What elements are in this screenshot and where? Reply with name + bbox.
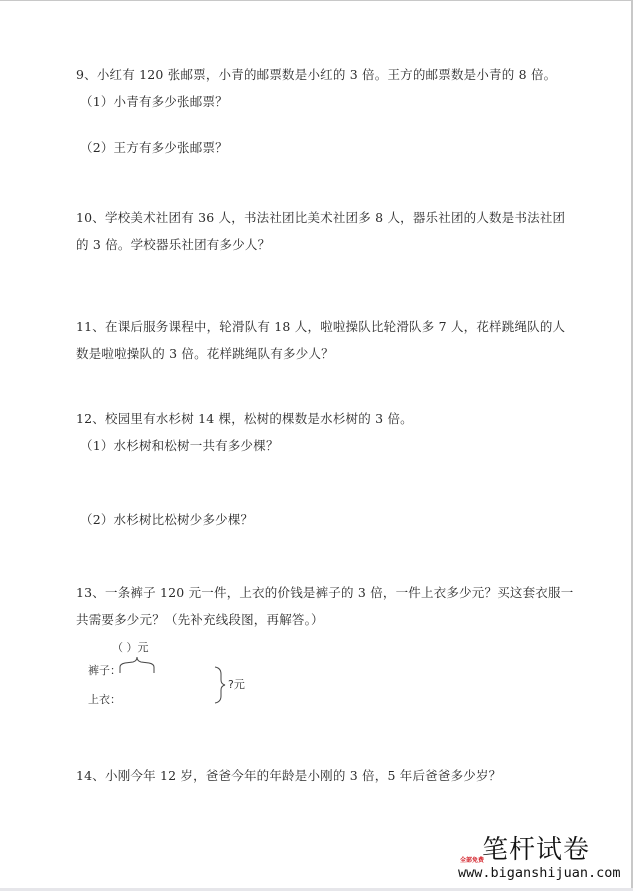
question-9-part-2: （2）王方有多少张邮票？ (80, 140, 228, 155)
watermark-badge: 全部免费 (460, 857, 485, 864)
diagram-top-label: （ ）元 (112, 641, 149, 654)
question-13-line-2: 共需要多少元？（先补充线段图，再解答。） (76, 612, 324, 627)
watermark-title: 笔杆试卷 (482, 835, 591, 865)
question-9-part-1: （1）小青有多少张邮票？ (80, 94, 228, 109)
question-9-text: 9、小红有 120 张邮票，小青的邮票数是小红的 3 倍。王方的邮票数是小青的 8 倍。 (76, 67, 557, 82)
diagram-pants-label: 裤子： (88, 664, 121, 677)
line-segment-diagram (70, 631, 270, 711)
question-11-line-2: 数是啦啦操队的 3 倍。花样跳绳队有多少人？ (76, 346, 334, 361)
question-12-text: 12、校园里有水杉树 14 棵，松树的棵数是水杉树的 3 倍。 (76, 411, 413, 426)
question-13-line-1: 13、一条裤子 120 元一件，上衣的价钱是裤子的 3 倍，一件上衣多少元？买这套衣服一 (76, 585, 574, 600)
watermark-logo (452, 835, 630, 887)
question-10-line-2: 的 3 倍。学校器乐社团有多少人？ (76, 237, 271, 252)
question-12-part-2: （2）水杉树比松树少多少棵？ (80, 512, 254, 527)
diagram-jacket-label: 上衣： (88, 693, 121, 706)
question-11-line-1: 11、在课后服务课程中，轮滑队有 18 人，啦啦操队比轮滑队多 7 人，花样跳绳队的人 (76, 319, 566, 334)
brace-icon (70, 631, 270, 711)
question-12-part-1: （1）水杉树和松树一共有多少棵？ (80, 438, 279, 453)
question-10-line-1: 10、学校美术社团有 36 人，书法社团比美术社团多 8 人，器乐社团的人数是书法社团 (76, 210, 566, 225)
question-14-text: 14、小刚今年 12 岁，爸爸今年的年龄是小刚的 3 倍，5 年后爸爸多少岁？ (76, 768, 502, 783)
watermark-url: www.biganshijuan.com (458, 865, 621, 881)
diagram-total-label: ?元 (228, 678, 245, 691)
